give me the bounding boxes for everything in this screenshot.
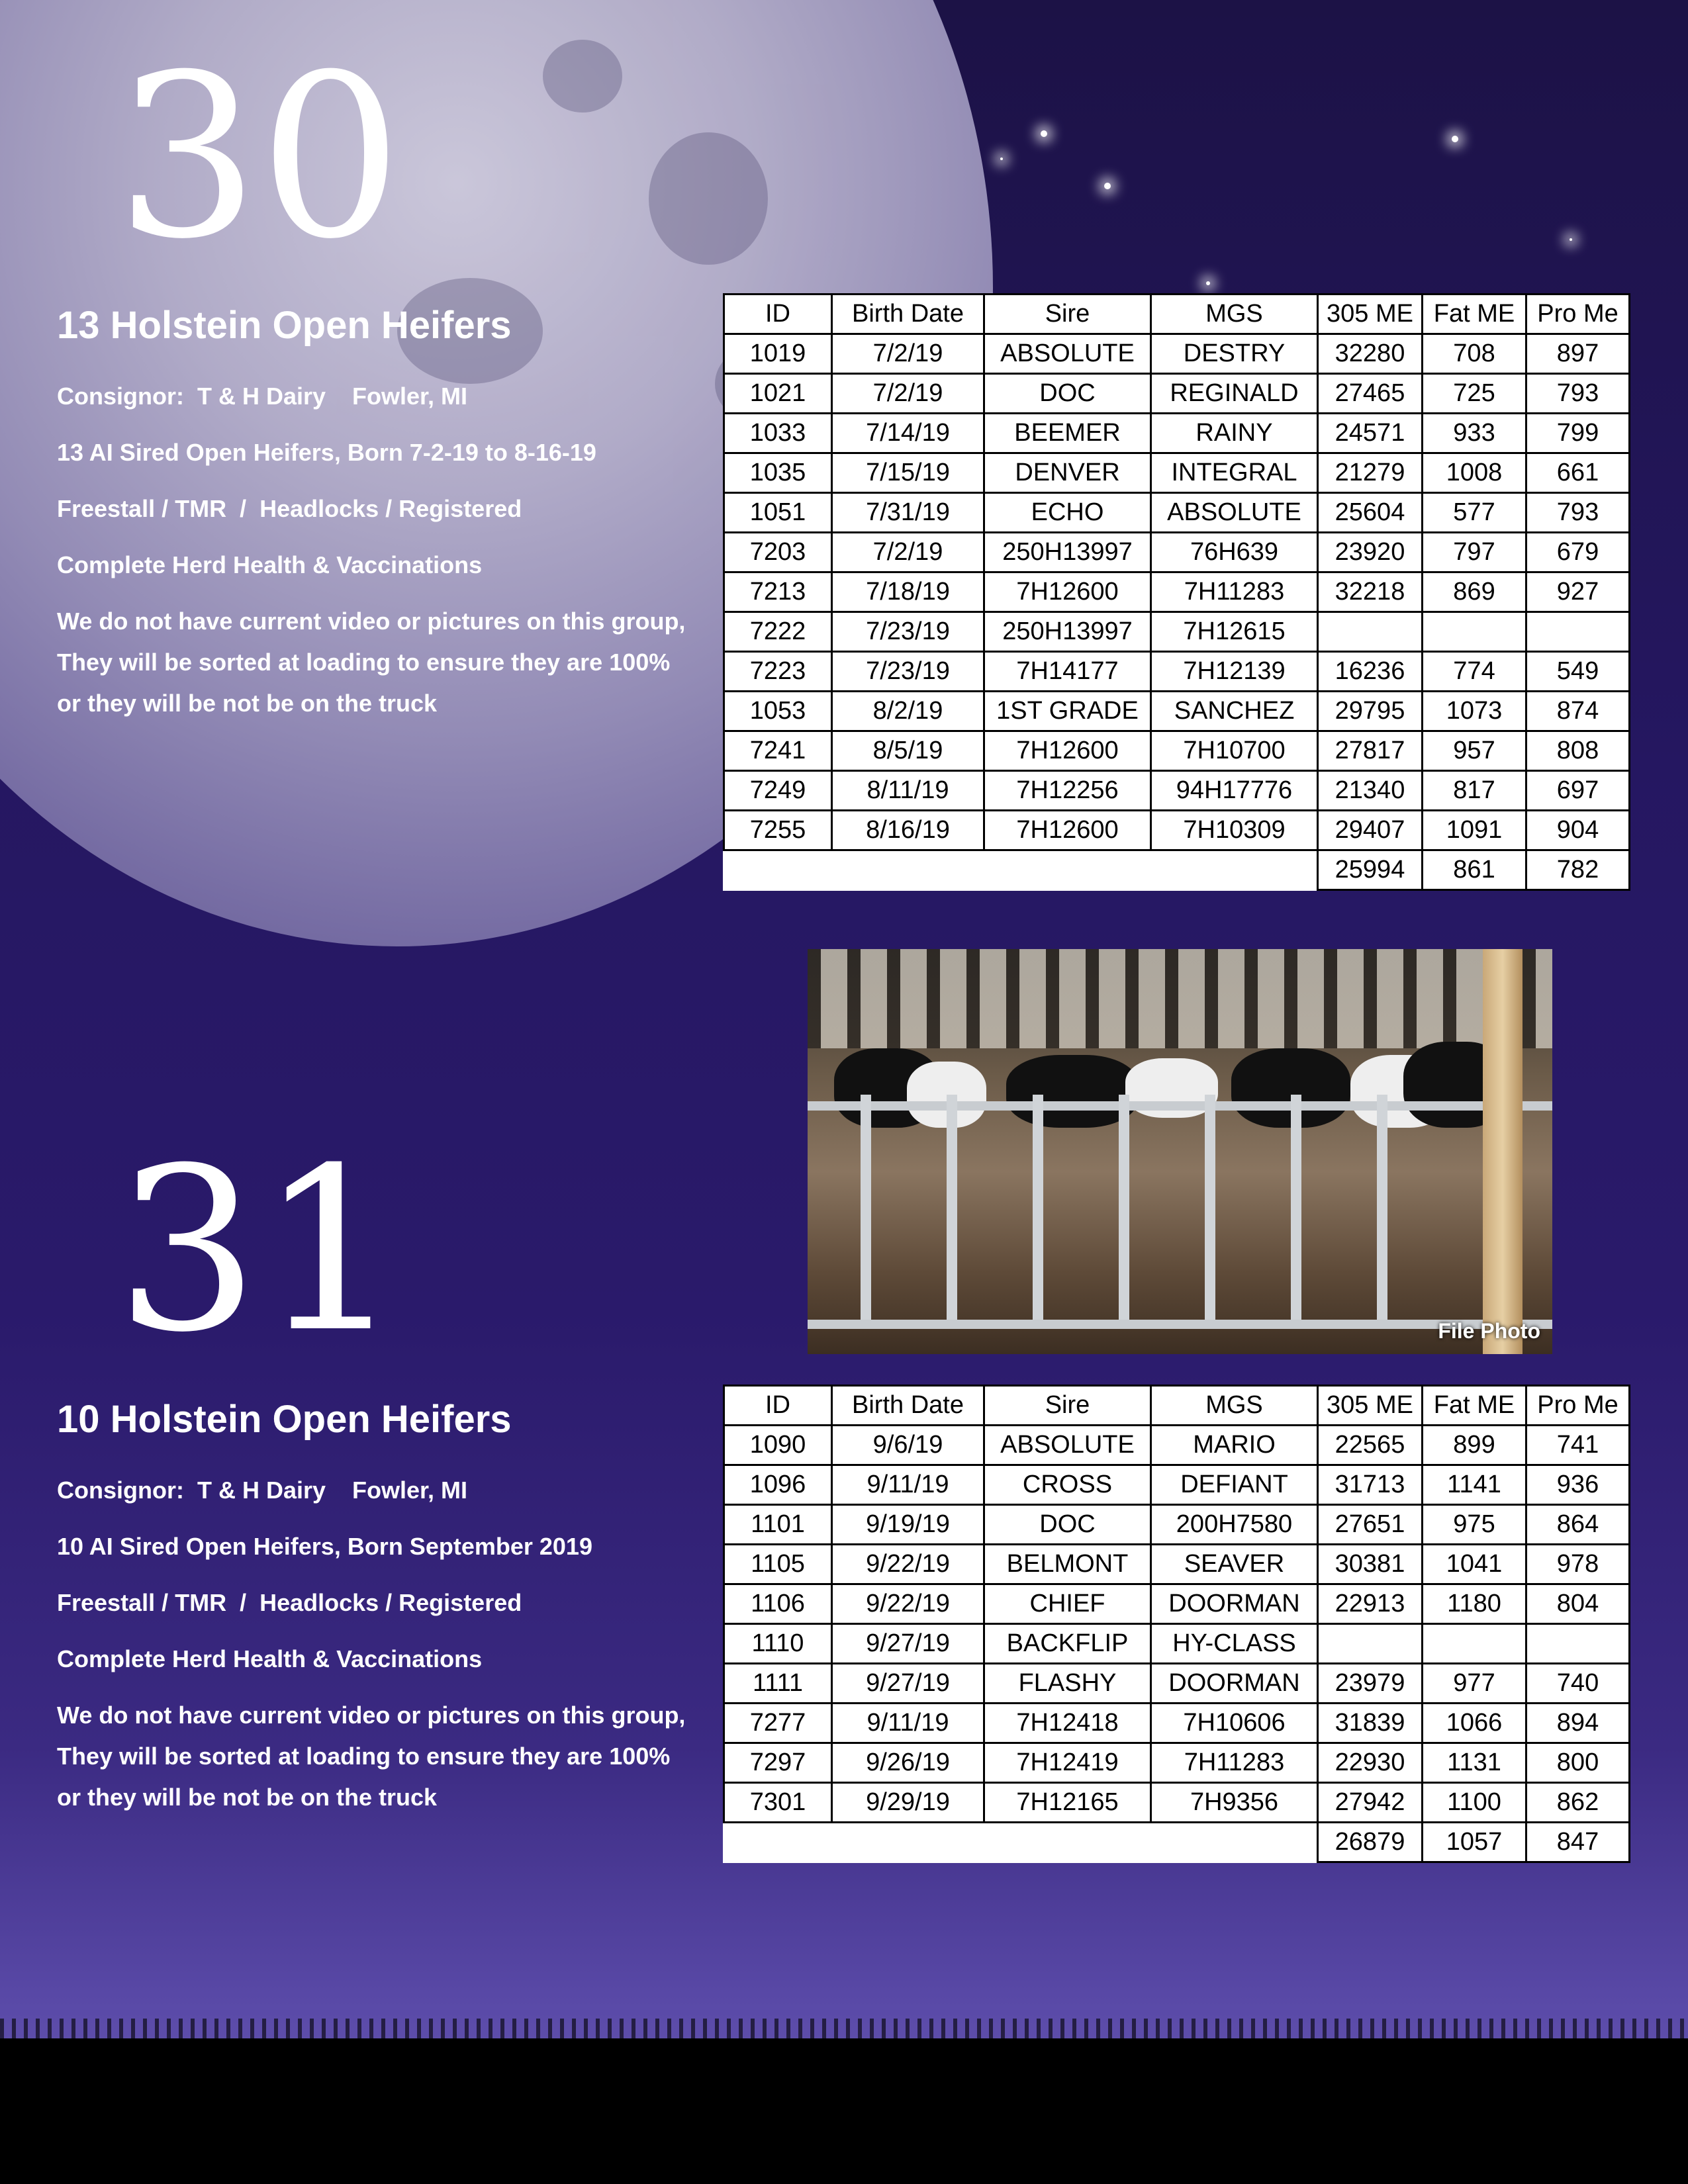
column-header: 305 ME [1318,1386,1423,1426]
table-cell: 740 [1526,1664,1630,1704]
heifer-table [723,293,1630,891]
table-cell: 799 [1526,414,1630,453]
table-cell: 32218 [1318,572,1423,612]
average-cell: 782 [1526,850,1630,890]
barn-post [1483,949,1523,1354]
table-cell: 708 [1423,334,1526,374]
table-cell: 16236 [1318,652,1423,692]
heifer-table [723,1385,1630,1863]
table-cell: 1105 [724,1545,832,1584]
star-icon [1452,136,1458,142]
table-cell: ABSOLUTE [984,334,1151,374]
table-cell: 936 [1526,1465,1630,1505]
table-cell: 1053 [724,692,832,731]
table-cell: ECHO [984,493,1151,533]
table-cell: 27817 [1318,731,1423,771]
average-cell: 26879 [1318,1823,1423,1862]
blank-cell [984,850,1151,890]
table-cell: 1180 [1423,1584,1526,1624]
table-row [724,1505,1630,1545]
table-cell: 808 [1526,731,1630,771]
table-cell: 31713 [1318,1465,1423,1505]
headlock-bar [1377,1095,1387,1320]
barn-roof [808,949,1552,1048]
table-cell [1423,1624,1526,1664]
table-cell: 7249 [724,771,832,811]
average-cell: 25994 [1318,850,1423,890]
table-cell: 24571 [1318,414,1423,453]
table-cell: 793 [1526,493,1630,533]
table-cell: 9/27/19 [832,1624,984,1664]
table-cell: 27651 [1318,1505,1423,1545]
notice-line: or they will be not be on the truck [57,690,438,717]
table-header-row [724,1386,1630,1426]
headlock-bar [1119,1095,1129,1320]
star-icon [1104,183,1111,189]
table-cell: 1111 [724,1664,832,1704]
table-cell: 1008 [1423,453,1526,493]
lot-number: 30 [116,26,402,289]
notice-line: We do not have current video or pictures on this group, [57,608,686,635]
table-cell: DENVER [984,453,1151,493]
star-icon [1570,238,1572,241]
table-cell: 800 [1526,1743,1630,1783]
table-row [724,1783,1630,1823]
table-cell: 1096 [724,1465,832,1505]
table-cell: DESTRY [1151,334,1318,374]
lot-title: 13 Holstein Open Heifers [57,304,512,347]
table-cell: 549 [1526,652,1630,692]
column-header: Sire [984,1386,1151,1426]
table-cell: 7H12256 [984,771,1151,811]
table-cell: 1035 [724,453,832,493]
table-cell: ABSOLUTE [1151,493,1318,533]
table-cell: 7H12600 [984,731,1151,771]
table-cell: 29795 [1318,692,1423,731]
table-cell: 1033 [724,414,832,453]
table-cell: 22930 [1318,1743,1423,1783]
table-cell: 1101 [724,1505,832,1545]
table-cell: 1090 [724,1426,832,1465]
table-cell: 25604 [1318,493,1423,533]
table-cell: 7H9356 [1151,1783,1318,1823]
table-cell: 679 [1526,533,1630,572]
table-cell: 1021 [724,374,832,414]
table-cell: 1051 [724,493,832,533]
notice-text [57,601,719,724]
table-cell: 7203 [724,533,832,572]
table-cell: 7/14/19 [832,414,984,453]
table-cell: 8/2/19 [832,692,984,731]
table-cell: 1141 [1423,1465,1526,1505]
table-row [724,692,1630,731]
blank-cell [724,1823,832,1862]
table-cell: 774 [1423,652,1526,692]
table-row [724,453,1630,493]
table-cell: 30381 [1318,1545,1423,1584]
table-cell: 1100 [1423,1783,1526,1823]
lot-info [57,1470,719,1818]
headlock-bar [861,1095,871,1320]
table-cell: CROSS [984,1465,1151,1505]
table-cell: 23979 [1318,1664,1423,1704]
table-cell: DEFIANT [1151,1465,1318,1505]
table-cell: MARIO [1151,1426,1318,1465]
headlock-bar [1205,1095,1215,1320]
table-cell: 7H12600 [984,572,1151,612]
table-cell: 1110 [724,1624,832,1664]
table-cell: 1131 [1423,1743,1526,1783]
average-row [724,1823,1630,1862]
table-cell [1526,1624,1630,1664]
table-row [724,771,1630,811]
table-row [724,731,1630,771]
column-header: MGS [1151,295,1318,334]
table-cell: 7H11283 [1151,572,1318,612]
table-cell: 9/22/19 [832,1545,984,1584]
table-cell: 22565 [1318,1426,1423,1465]
table-cell: 7H10606 [1151,1704,1318,1743]
table-cell: 897 [1526,334,1630,374]
table-cell: 7H12600 [984,811,1151,850]
table-cell: 9/6/19 [832,1426,984,1465]
table-cell: 32280 [1318,334,1423,374]
table-row [724,1743,1630,1783]
table-row [724,1465,1630,1505]
description-text: 13 AI Sired Open Heifers, Born 7-2-19 to 8-16-19 [57,439,596,466]
table-cell: CHIEF [984,1584,1151,1624]
star-icon [1206,281,1210,285]
table-cell: 7H12615 [1151,612,1318,652]
table-cell: 977 [1423,1664,1526,1704]
table-cell: 7223 [724,652,832,692]
table-cell: 8/16/19 [832,811,984,850]
description-text: 10 AI Sired Open Heifers, Born September 2019 [57,1533,592,1560]
table-cell: 250H13997 [984,612,1151,652]
table-cell: 7297 [724,1743,832,1783]
blank-cell [832,850,984,890]
table-cell [1318,612,1423,652]
table-cell: 725 [1423,374,1526,414]
column-header: 305 ME [1318,295,1423,334]
table-cell: 94H17776 [1151,771,1318,811]
table-cell: 817 [1423,771,1526,811]
table-cell: 862 [1526,1783,1630,1823]
blank-cell [984,1823,1151,1862]
health-text: Complete Herd Health & Vaccinations [57,551,483,578]
table-cell: 661 [1526,453,1630,493]
table-cell: 22913 [1318,1584,1423,1624]
column-header: ID [724,295,832,334]
table-cell: 7H12418 [984,1704,1151,1743]
table-cell: DOORMAN [1151,1664,1318,1704]
table-cell: 7/2/19 [832,374,984,414]
table-cell: 21340 [1318,771,1423,811]
table-row [724,334,1630,374]
notice-line: We do not have current video or pictures on this group, [57,1702,686,1729]
headlock-bar [1291,1095,1301,1320]
column-header: Fat ME [1423,1386,1526,1426]
column-header: MGS [1151,1386,1318,1426]
column-header: Fat ME [1423,295,1526,334]
notice-text [57,1695,719,1818]
table-cell: 904 [1526,811,1630,850]
lot-title: 10 Holstein Open Heifers [57,1398,512,1441]
table-cell: 874 [1526,692,1630,731]
blank-cell [1151,1823,1318,1862]
table-cell: 741 [1526,1426,1630,1465]
table-cell: 27465 [1318,374,1423,414]
table-row [724,811,1630,850]
table-cell: REGINALD [1151,374,1318,414]
table-cell: 7277 [724,1704,832,1743]
moon-crater [649,132,768,265]
table-cell: DOC [984,1505,1151,1545]
lot-info [57,376,719,724]
table-row [724,1426,1630,1465]
table-cell: 27942 [1318,1783,1423,1823]
table-cell: 8/11/19 [832,771,984,811]
column-header: Birth Date [832,295,984,334]
table-cell: BEEMER [984,414,1151,453]
table-row [724,612,1630,652]
column-header: Pro Me [1526,1386,1630,1426]
table-row [724,533,1630,572]
table-row [724,374,1630,414]
table-row [724,1664,1630,1704]
table-cell: 7241 [724,731,832,771]
table-cell: 7/2/19 [832,533,984,572]
table-row [724,572,1630,612]
blank-cell [832,1823,984,1862]
table-cell: HY-CLASS [1151,1624,1318,1664]
table-cell: 31839 [1318,1704,1423,1743]
table-cell: INTEGRAL [1151,453,1318,493]
table-cell: 9/27/19 [832,1664,984,1704]
table-cell: 1041 [1423,1545,1526,1584]
table-cell: 7/2/19 [832,334,984,374]
column-header: ID [724,1386,832,1426]
table-cell: 7H10309 [1151,811,1318,850]
notice-line: or they will be not be on the truck [57,1784,438,1811]
heifer-photo [808,949,1552,1354]
blank-cell [1151,850,1318,890]
table-cell: 804 [1526,1584,1630,1624]
table-cell: DOORMAN [1151,1584,1318,1624]
table-cell: ABSOLUTE [984,1426,1151,1465]
table-cell: DOC [984,374,1151,414]
table-cell: 7/15/19 [832,453,984,493]
table-cell: 894 [1526,1704,1630,1743]
lot-number: 31 [116,1120,402,1382]
table-row [724,652,1630,692]
table-cell: 200H7580 [1151,1505,1318,1545]
table-cell: RAINY [1151,414,1318,453]
notice-line: They will be sorted at loading to ensure they are 100% [57,1743,671,1770]
table-cell: 793 [1526,374,1630,414]
table-cell: 9/29/19 [832,1783,984,1823]
table-row [724,1545,1630,1584]
table-row [724,1624,1630,1664]
table-cell: 29407 [1318,811,1423,850]
table-cell: 250H13997 [984,533,1151,572]
table-cell: FLASHY [984,1664,1151,1704]
table-cell: 697 [1526,771,1630,811]
table-cell: 9/11/19 [832,1704,984,1743]
average-row [724,850,1630,890]
table-cell: 7H14177 [984,652,1151,692]
table-cell: 7213 [724,572,832,612]
table-cell: 7H12139 [1151,652,1318,692]
table-cell: 9/11/19 [832,1465,984,1505]
table-cell: 978 [1526,1545,1630,1584]
column-header: Pro Me [1526,295,1630,334]
health-text: Complete Herd Health & Vaccinations [57,1645,483,1672]
table-cell: 1066 [1423,1704,1526,1743]
table-cell [1423,612,1526,652]
table-cell: 797 [1423,533,1526,572]
facilities-text: Freestall / TMR / Headlocks / Registered [57,1589,522,1616]
table-cell: 577 [1423,493,1526,533]
table-cell: 864 [1526,1505,1630,1545]
table-cell: 9/19/19 [832,1505,984,1545]
table-cell: 957 [1423,731,1526,771]
table-cell: 7255 [724,811,832,850]
headlock-bar [1033,1095,1043,1320]
table-cell: 8/5/19 [832,731,984,771]
table-cell: 76H639 [1151,533,1318,572]
table-row [724,414,1630,453]
table-header-row [724,295,1630,334]
table-cell: 933 [1423,414,1526,453]
table-cell: 7/23/19 [832,612,984,652]
star-icon [1041,130,1047,137]
table-cell: 7H11283 [1151,1743,1318,1783]
table-cell: 975 [1423,1505,1526,1545]
table-cell: SANCHEZ [1151,692,1318,731]
average-cell: 1057 [1423,1823,1526,1862]
table-cell: 7/31/19 [832,493,984,533]
average-cell: 861 [1423,850,1526,890]
table-cell: 869 [1423,572,1526,612]
table-cell: 7/18/19 [832,572,984,612]
table-cell: 7H12165 [984,1783,1151,1823]
table-cell: SEAVER [1151,1545,1318,1584]
moon-crater [543,40,622,113]
table-row [724,1584,1630,1624]
table-cell: BACKFLIP [984,1624,1151,1664]
table-cell [1526,612,1630,652]
column-header: Birth Date [832,1386,984,1426]
consignor-text: Consignor: T & H Dairy Fowler, MI [57,1477,468,1504]
table-cell: 899 [1423,1426,1526,1465]
table-cell: BELMONT [984,1545,1151,1584]
table-cell: 7/23/19 [832,652,984,692]
table-cell: 9/26/19 [832,1743,984,1783]
column-header: Sire [984,295,1151,334]
table-cell: 1091 [1423,811,1526,850]
table-cell: 1073 [1423,692,1526,731]
ground-silhouette [0,2038,1688,2184]
table-cell: 927 [1526,572,1630,612]
blank-cell [724,850,832,890]
star-icon [1000,158,1003,160]
average-cell: 847 [1526,1823,1630,1862]
table-cell: 9/22/19 [832,1584,984,1624]
headlock-rail [808,1101,1552,1111]
table-cell: 21279 [1318,453,1423,493]
table-row [724,1704,1630,1743]
table-cell: 1019 [724,334,832,374]
table-cell: 1106 [724,1584,832,1624]
notice-line: They will be sorted at loading to ensure they are 100% [57,649,671,676]
table-cell: 1ST GRADE [984,692,1151,731]
table-cell: 7222 [724,612,832,652]
facilities-text: Freestall / TMR / Headlocks / Registered [57,495,522,522]
table-cell: 7H10700 [1151,731,1318,771]
headlock-bar [947,1095,957,1320]
table-row [724,493,1630,533]
table-cell: 23920 [1318,533,1423,572]
table-cell: 7301 [724,1783,832,1823]
consignor-text: Consignor: T & H Dairy Fowler, MI [57,383,468,410]
photo-caption: File Photo [1438,1319,1540,1343]
table-cell [1318,1624,1423,1664]
table-cell: 7H12419 [984,1743,1151,1783]
